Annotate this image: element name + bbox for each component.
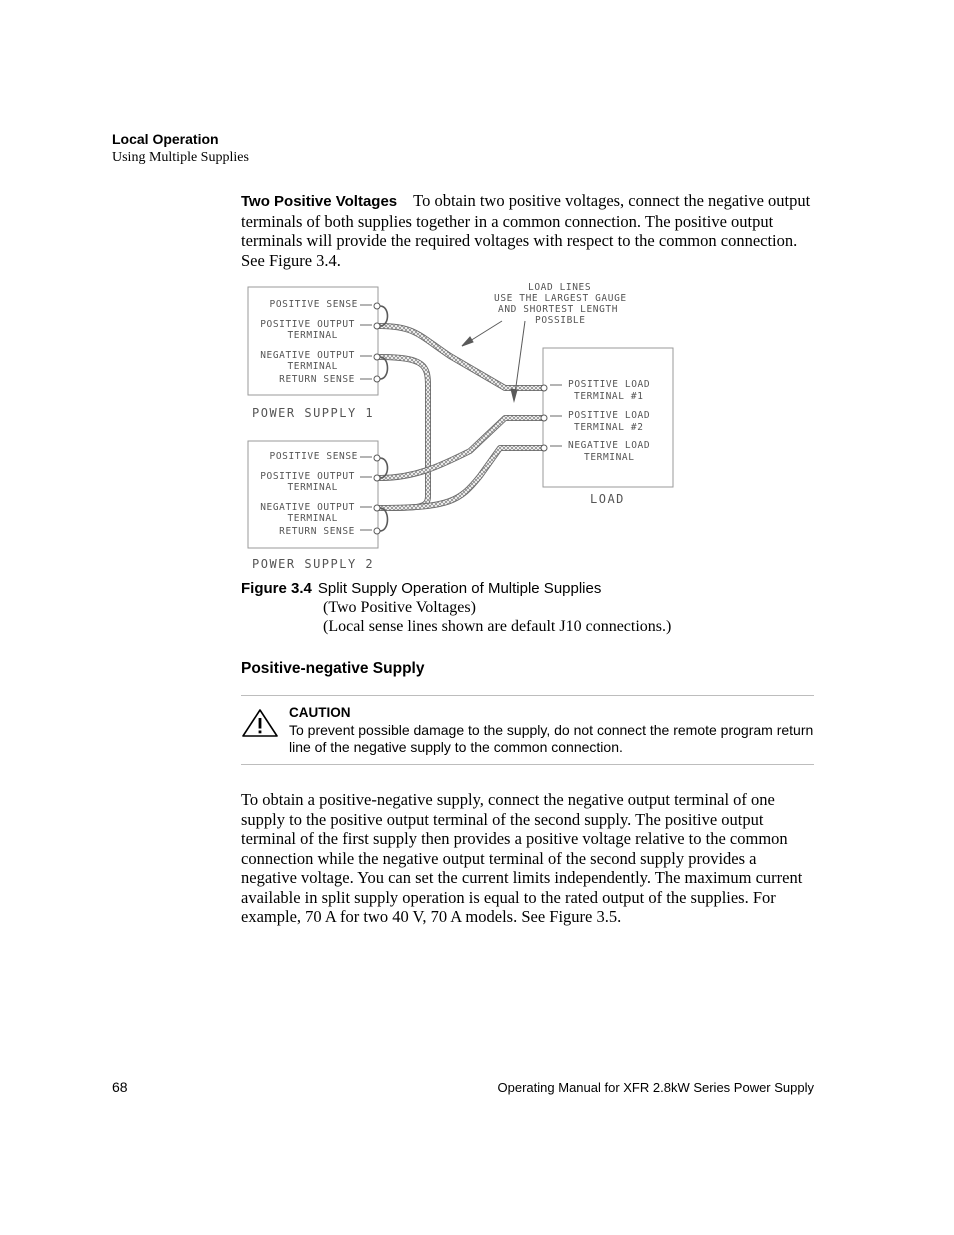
note-line-4: POSSIBLE xyxy=(535,315,586,326)
ps1-negative-output-label: NEGATIVE OUTPUT xyxy=(260,350,355,361)
figure-caption-line1: (Two Positive Voltages) xyxy=(323,599,476,616)
caution-box xyxy=(241,695,814,765)
figure-caption xyxy=(241,580,601,597)
load-t2-sub-label: TERMINAL #2 xyxy=(574,422,644,433)
intro-text: To obtain two positive voltages, connect the negative output terminals of both supplies together in a common connection. The positive output terminals will provide the required voltages with respect to the common connection. See Figure 3.4. xyxy=(241,191,811,270)
ps1-positive-sense-label: POSITIVE SENSE xyxy=(269,299,358,310)
page-number: 68 xyxy=(112,1079,128,1095)
load-name-label: LOAD xyxy=(590,492,625,506)
caution-text: To prevent possible damage to the supply, do not connect the remote program return line of the negative supply to the common connection. xyxy=(289,722,814,755)
ps1-return-sense-label: RETURN SENSE xyxy=(279,374,355,385)
positive-negative-heading: Positive-negative Supply xyxy=(241,660,425,677)
load-t1-sub-label: TERMINAL #1 xyxy=(574,391,644,402)
ps1-positive-terminal-label: TERMINAL xyxy=(287,330,338,341)
ps1-positive-output-label: POSITIVE OUTPUT xyxy=(260,319,355,330)
runin-heading: Two Positive Voltages xyxy=(241,193,398,210)
ps2-negative-terminal-label: TERMINAL xyxy=(287,513,338,524)
cable-ps1-neg-down xyxy=(380,357,428,508)
load-t2-label: POSITIVE LOAD xyxy=(568,410,651,421)
note-line-3: AND SHORTEST LENGTH xyxy=(498,304,619,315)
load-t3-label: NEGATIVE LOAD xyxy=(568,440,651,451)
figure-title: Split Supply Operation of Multiple Supplies xyxy=(317,580,602,597)
footer-title: Operating Manual for XFR 2.8kW Series Power Supply xyxy=(497,1080,814,1095)
ps2-negative-output-label: NEGATIVE OUTPUT xyxy=(260,502,355,513)
ps2-positive-sense-label: POSITIVE SENSE xyxy=(269,451,358,462)
note-line-1: LOAD LINES xyxy=(528,282,592,293)
ps2-return-sense-label: RETURN SENSE xyxy=(279,526,355,537)
split-supply-diagram xyxy=(240,276,680,578)
ps2-name-label: POWER SUPPLY 2 xyxy=(252,557,375,571)
load-t1-label: POSITIVE LOAD xyxy=(568,379,651,390)
ps1-negative-terminal-label: TERMINAL xyxy=(287,361,338,372)
load-t3-sub-label: TERMINAL xyxy=(584,452,635,463)
intro-paragraph xyxy=(241,191,816,270)
figure-caption-line2: (Local sense lines shown are default J10 connections.) xyxy=(323,618,672,635)
figure-label: Figure 3.4 xyxy=(241,580,312,597)
warning-icon xyxy=(241,708,279,738)
ps2-positive-output-label: POSITIVE OUTPUT xyxy=(260,471,355,482)
positive-negative-paragraph: To obtain a positive-negative supply, connect the negative output terminal of one supply to the positive output terminal of the second supply. The positive output terminal of the first supply then provides a positive voltage relative to the common connection while the negative output terminal of the second supply provides a negative voltage. You can set the current limits independently. The maximum current available in split supply operation is equal to the rated output of the supplies. For example, 70 A for two 40 V, 70 A models. See Figure 3.5. xyxy=(241,790,803,926)
section-title: Local Operation xyxy=(112,131,219,147)
ps2-positive-terminal-label: TERMINAL xyxy=(287,482,338,493)
ps1-name-label: POWER SUPPLY 1 xyxy=(252,406,375,420)
caution-title: CAUTION xyxy=(289,705,351,720)
note-line-2: USE THE LARGEST GAUGE xyxy=(494,293,627,304)
subsection-title: Using Multiple Supplies xyxy=(112,150,249,165)
